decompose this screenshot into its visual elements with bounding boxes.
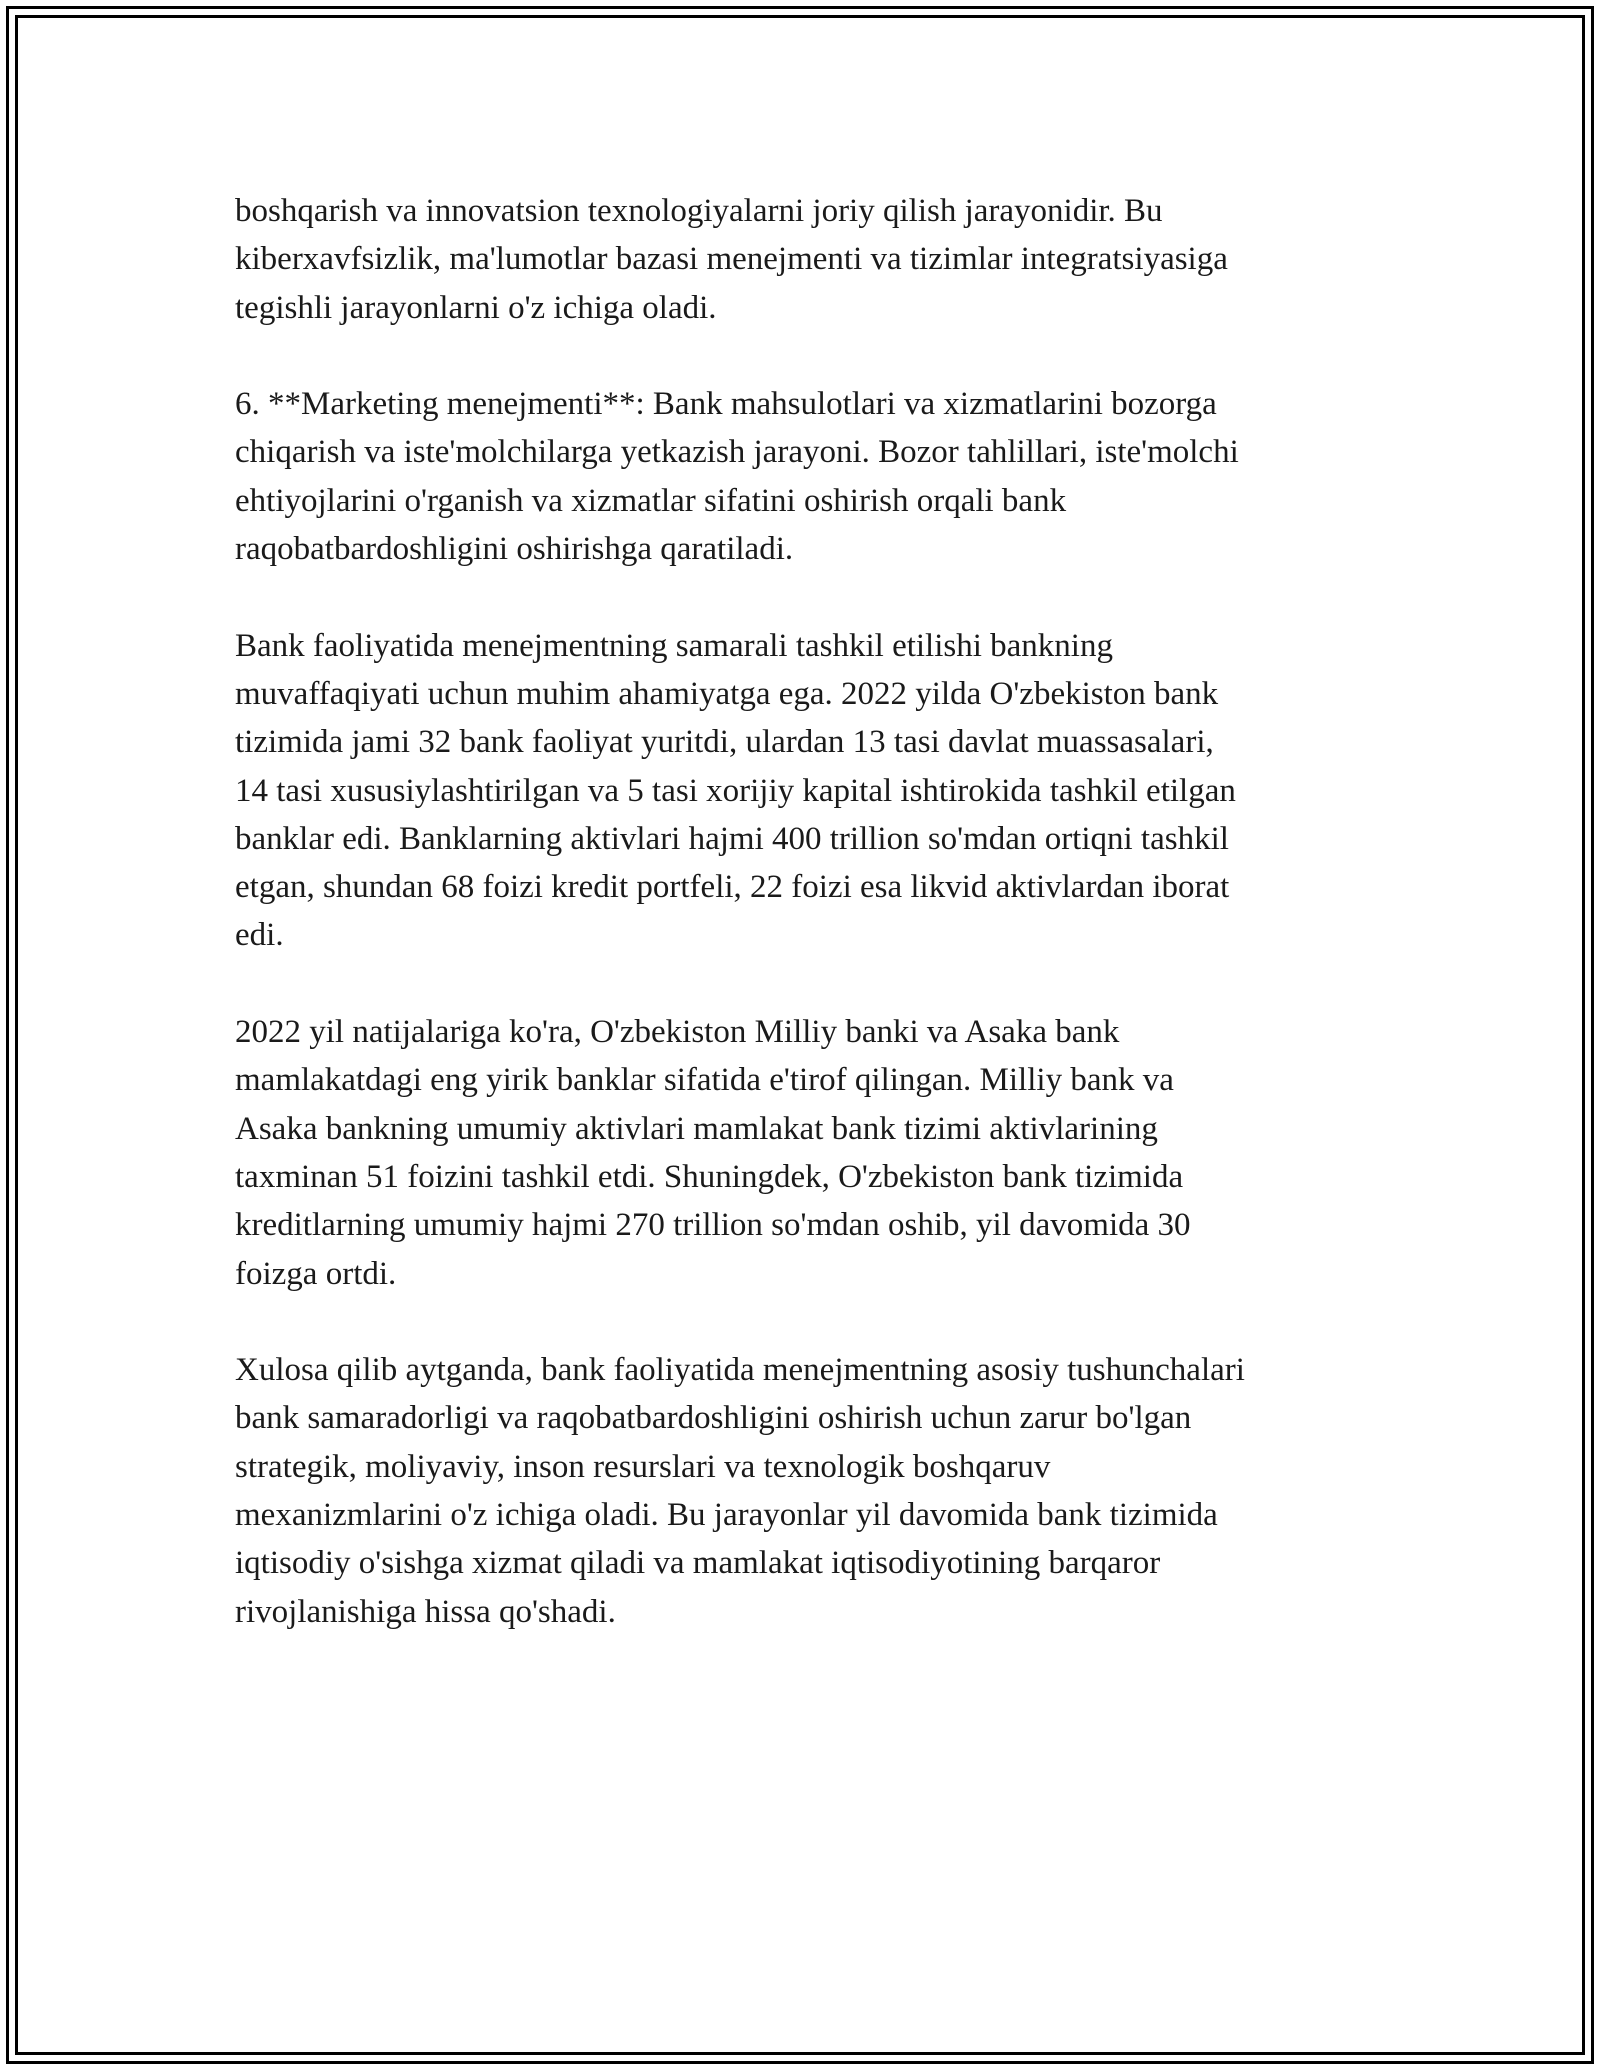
document-body: [235, 187, 1370, 1684]
paragraph-largest-banks: 2022 yil natijalariga ko'ra, O'zbekiston Milliy banki va Asaka bank mamlakatdagi eng yirik banklar sifatida e'tirof qilingan. Milliy bank va Asaka bankning umumiy aktivlari mamlakat bank tizimi aktivlarining taxminan 51 foizini tashkil etdi. Shuningdek, O'zbekiston bank tizimida kreditlarning umumiy hajmi 270 trillion so'mdan oshib, yil davomida 30 foizga ortdi.: [235, 1014, 1191, 1292]
paragraph-it-management: boshqarish va innovatsion texnologiyalarni joriy qilish jarayonidir. Bu kiberxavfsizlik, ma'lumotlar bazasi menejmenti va tizimlar integratsiyasiga tegishli jarayonlarni o'z ichiga oladi.: [235, 193, 1228, 326]
paragraph-conclusion: Xulosa qilib aytganda, bank faoliyatida menejmentning asosiy tushunchalari bank samaradorligi va raqobatbardoshligini oshirish uchun zarur bo'lgan strategik, moliyaviy, inson resurslari va texnologik boshqaruv mexanizmlarini o'z ichiga oladi. Bu jarayonlar yil davomida bank tizimida iqtisodiy o'sishga xizmat qiladi va mamlakat iqtisodiyotining barqaror rivojlanishiga hissa qo'shadi.: [235, 1352, 1245, 1630]
paragraph-marketing-management: 6. **Marketing menejmenti**: Bank mahsulotlari va xizmatlarini bozorga chiqarish va iste'molchilarga yetkazish jarayoni. Bozor tahlillari, iste'molchi ehtiyojlarini o'rganish va xizmatlar sifatini oshirish orqali bank raqobatbardoshligini oshirishga qaratiladi.: [235, 386, 1239, 568]
paragraph-bank-system-overview: Bank faoliyatida menejmentning samarali tashkil etilishi bankning muvaffaqiyati uchun muhim ahamiyatga ega. 2022 yilda O'zbekiston bank tizimida jami 32 bank faoliyat yuritdi, ulardan 13 tasi davlat muassasalari, 14 tasi xususiylashtirilgan va 5 tasi xorijiy kapital ishtirokida tashkil etilgan banklar edi. Banklarning aktivlari hajmi 400 trillion so'mdan ortiqni tashkil etgan, shundan 68 foizi kredit portfeli, 22 foizi esa likvid aktivlardan iborat edi.: [235, 627, 1236, 954]
